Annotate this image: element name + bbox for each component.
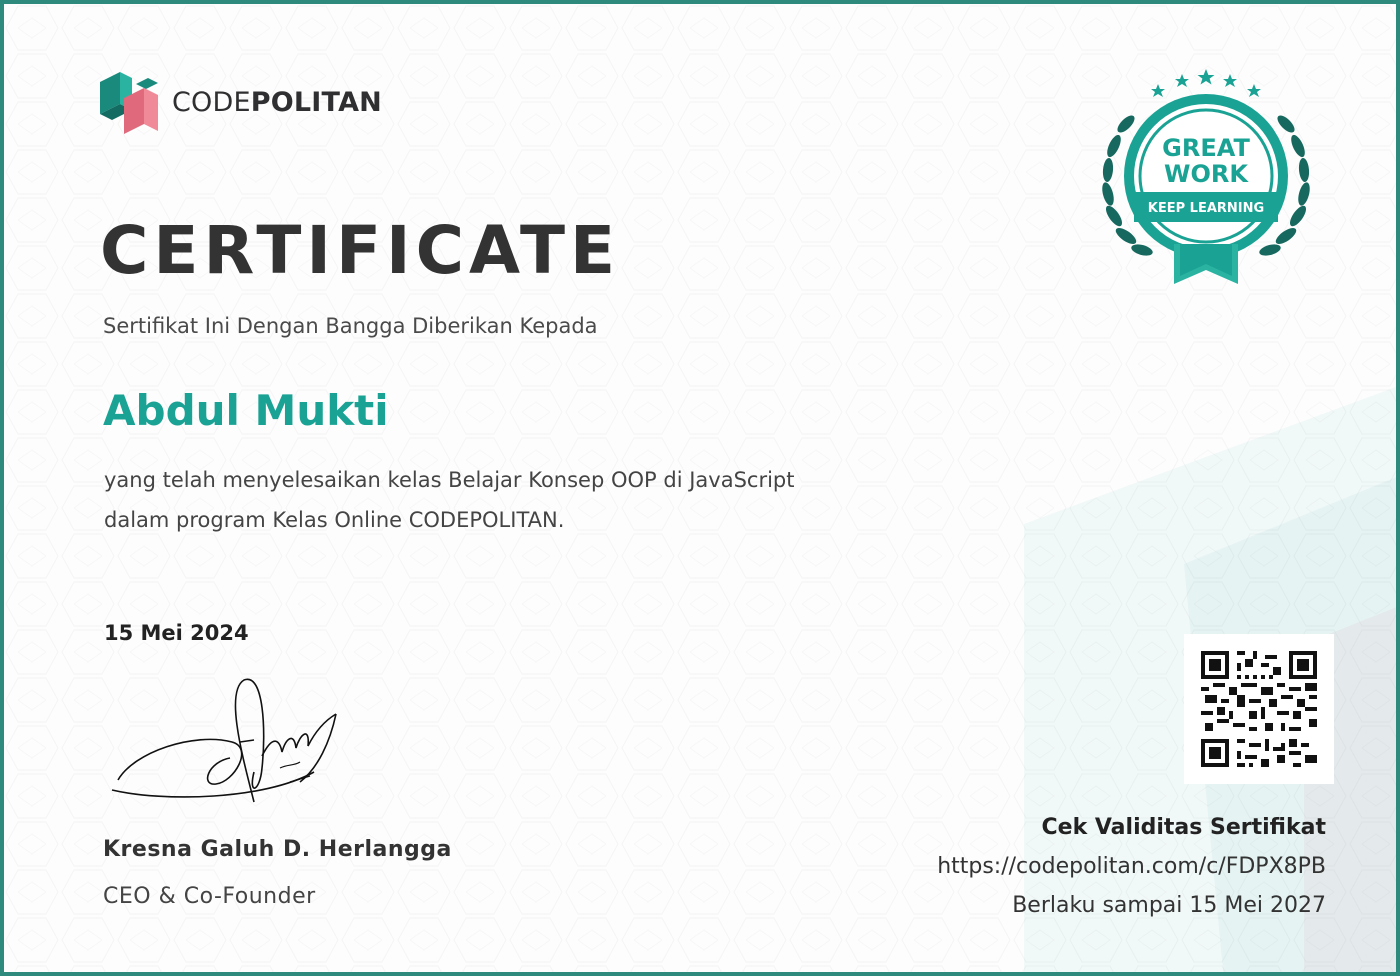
signatory-role: CEO & Co-Founder [103,884,316,909]
qr-code [1184,634,1334,784]
validity-expiry: Berlaku sampai 15 Mei 2027 [1012,893,1326,918]
stars-icon [1151,69,1261,97]
signatory-name: Kresna Galuh D. Herlangga [103,837,452,862]
signature-image [104,672,374,812]
badge-line-1: GREAT [1162,134,1250,162]
qr-code-icon [1201,650,1317,768]
issue-date: 15 Mei 2024 [104,621,249,645]
description-line-2: dalam program Kelas Online CODEPOLITAN. [104,508,565,532]
certificate-validity [937,812,1326,929]
recipient-name: Abdul Mukti [103,386,389,435]
brand-name-bold: POLITAN [250,86,382,118]
description-line-1: yang telah menyelesaikan kelas Belajar Konsep OOP di JavaScript [104,468,795,492]
codepolitan-logo-icon [96,68,162,136]
brand-logo [96,68,382,136]
badge-ribbon-text: KEEP LEARNING [1147,201,1265,216]
brand-name [172,87,382,118]
completion-description [104,460,864,540]
certificate-title: CERTIFICATE [100,212,621,289]
validity-title: Cek Validitas Sertifikat [1041,815,1326,840]
brand-name-light: CODE [172,86,251,118]
great-work-badge [1096,66,1316,288]
badge-line-2: WORK [1164,160,1248,188]
certificate-subtitle: Sertifikat Ini Dengan Bangga Diberikan Kepada [103,314,598,338]
validity-url[interactable]: https://codepolitan.com/c/FDPX8PB [937,854,1326,879]
